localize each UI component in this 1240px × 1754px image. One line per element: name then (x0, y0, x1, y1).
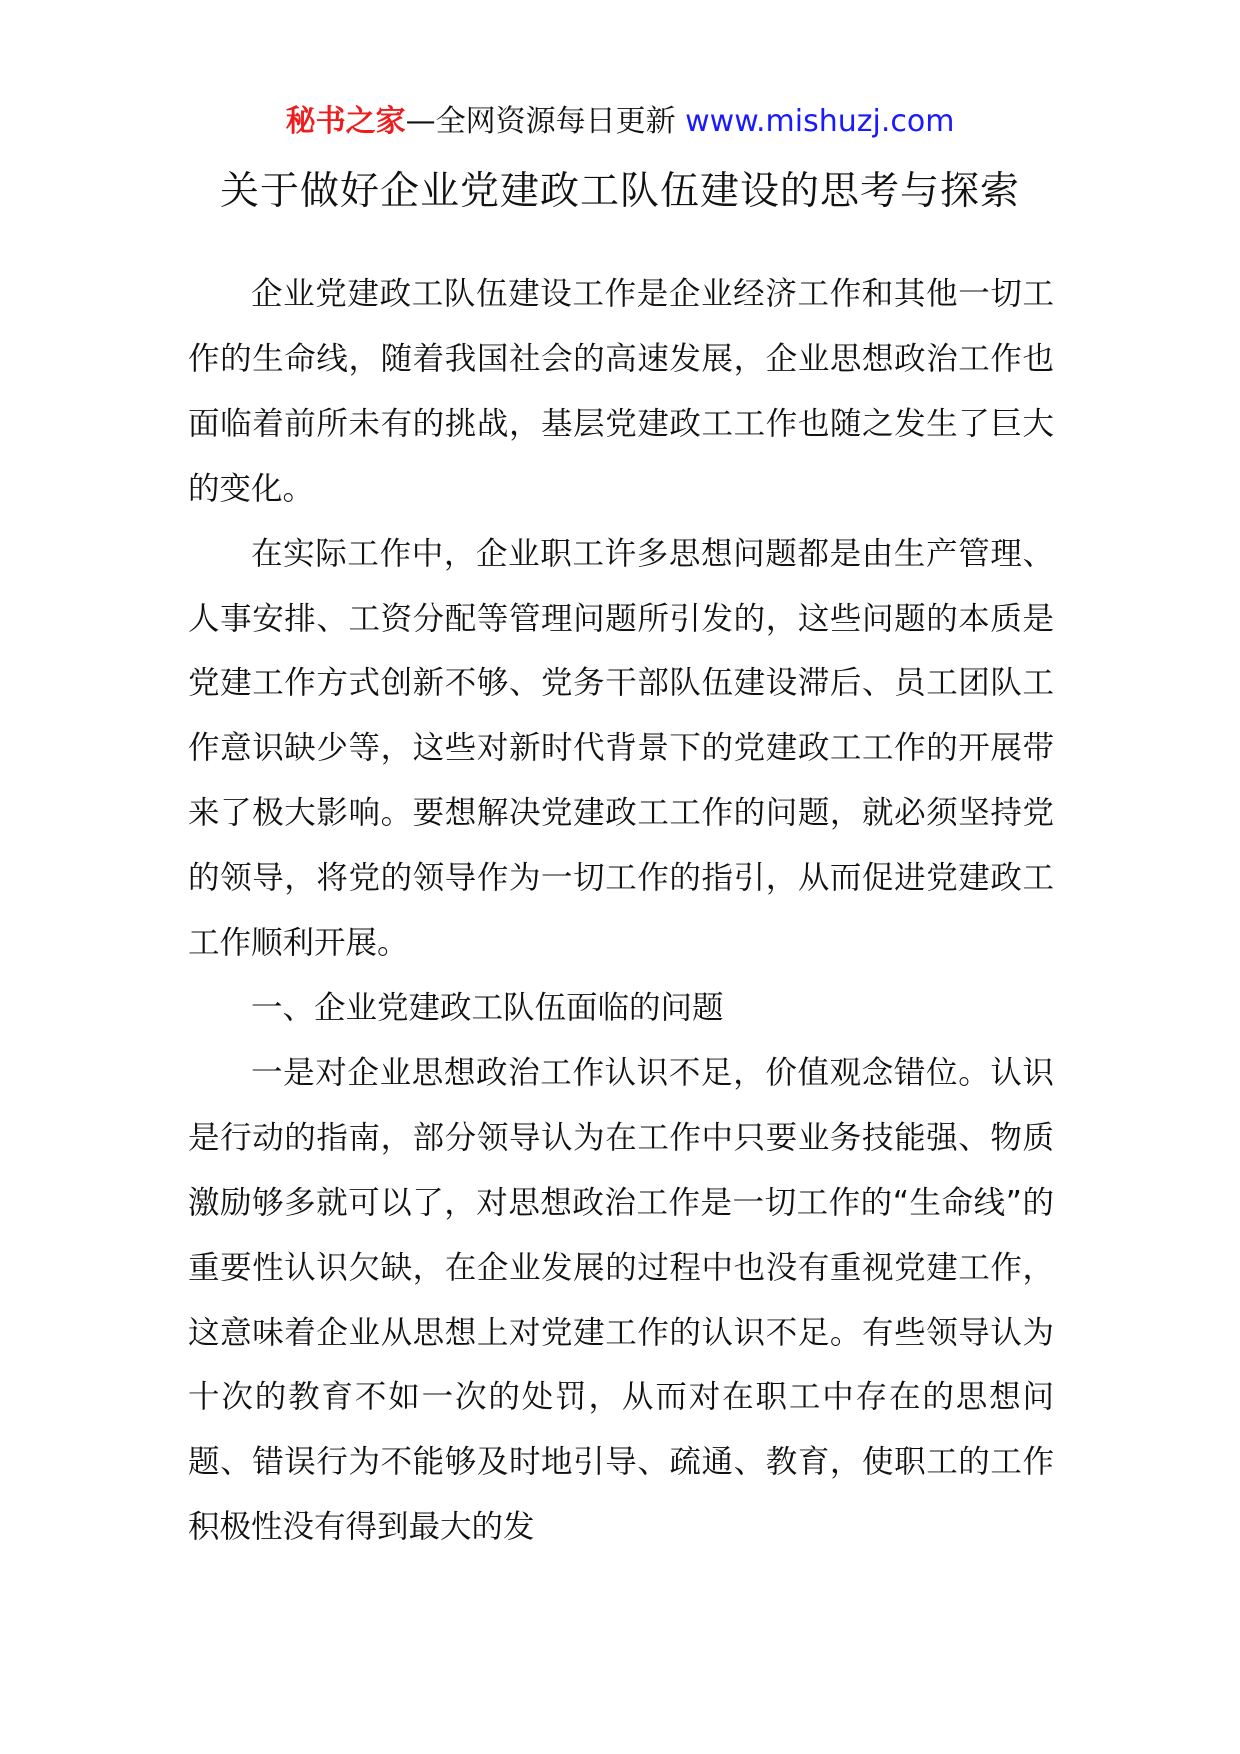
site-url-link[interactable]: www.mishuzj.com (685, 104, 955, 139)
document-body (188, 262, 1054, 1560)
section-heading: 一、企业党建政工队伍面临的问题 (251, 989, 724, 1026)
document-title: 关于做好企业党建政工队伍建设的思考与探索 (219, 169, 1020, 214)
body-paragraph: 企业党建政工队伍建设工作是企业经济工作和其他一切工作的生命线，随着我国社会的高速发展，企业思想政治工作也面临着前所未有的挑战，基层党建政工工作也随之发生了巨大的变化。 (188, 276, 1054, 507)
body-paragraph: 一是对企业思想政治工作认识不足，价值观念错位。认识是行动的指南，部分领导认为在工作中只要业务技能强、物质激励够多就可以了，对思想政治工作是一切工作的“生命线”的重要性认识欠缺，在企业发展的过程中也没有重视党建工作，这意味着企业从思想上对党建工作的认识不足。有些领导认为十次的教育不如一次的处罚，从而对在职工中存在的思想问题、错误行为不能够及时地引导、疏通、教育，使职工的工作积极性没有得到最大的发 (188, 1054, 1054, 1546)
site-header (0, 100, 1240, 144)
brand-name: 秘书之家 (285, 104, 406, 139)
header-tagline: —全网资源每日更新 (405, 104, 676, 139)
body-paragraph: 在实际工作中，企业职工许多思想问题都是由生产管理、人事安排、工资分配等管理问题所引发的，这些问题的本质是党建工作方式创新不够、党务干部队伍建设滞后、员工团队工作意识缺少等，这些对新时代背景下的党建政工工作的开展带来了极大影响。要想解决党建政工工作的问题，就必须坚持党的领导，将党的领导作为一切工作的指引，从而促进党建政工工作顺利开展。 (188, 535, 1054, 962)
